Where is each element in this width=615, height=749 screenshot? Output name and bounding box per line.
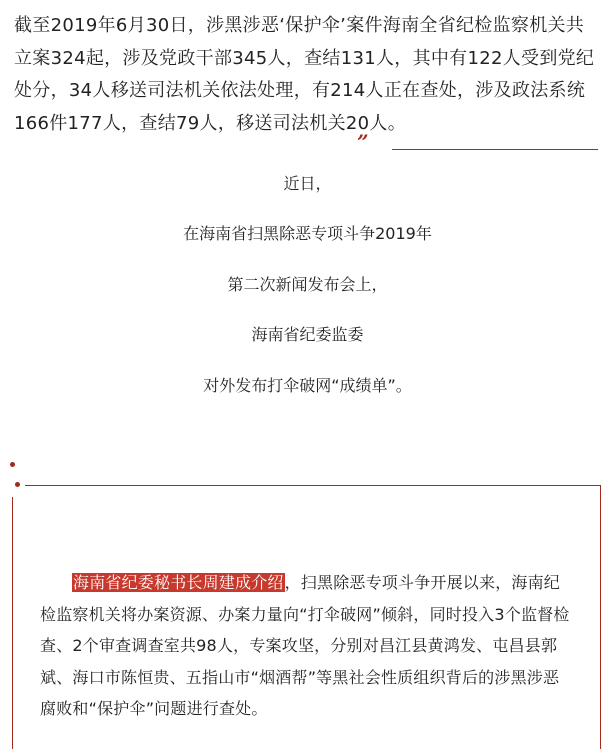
body-paragraph [40,567,575,725]
frame-left-border [12,497,13,749]
intro-paragraph: 截至2019年6月30日，涉黑涉恶‘保护伞’案件海南全省纪检监察机关共立案324起，涉及党政干部345人，查结131人，其中有122人受到党纪处分，34人移送司法机关依法处理，有214人正在查处，涉及政法系统166件177人，查结79人，移送司法机关20人。 [14,15,595,134]
quote-mark-icon: ” [357,130,369,154]
center-line-5: 对外发布打伞破网“成绩单”。 [203,376,412,395]
highlighted-speaker: 海南省纪委秘书长周建成介绍 [73,573,284,592]
center-line-3: 第二次新闻发布会上， [227,275,388,294]
decor-dot-1 [10,462,15,467]
frame-top-border [25,485,600,486]
body-paragraph-text: ，扫黑除恶专项斗争开展以来，海南纪检监察机关将办案资源、办案力量向“打伞破网”倾斜，同时投入3个监督检查、2个审查调查室共98人，专案攻坚，分别对昌江县黄鸿发、屯昌县郭斌、海口市陈恒贵、五指山市“烟酒帮”等黑社会性质组织背后的涉黑涉恶腐败和“保护伞”问题进行查处。 [40,573,570,718]
quote-divider [392,149,598,150]
center-line-4: 海南省纪委监委 [251,325,364,344]
center-line-2: 在海南省扫黑除恶专项斗争2019年 [183,224,432,243]
frame-right-border [600,485,601,749]
decor-dot-2 [15,482,20,487]
center-line-1: 近日， [283,174,332,193]
